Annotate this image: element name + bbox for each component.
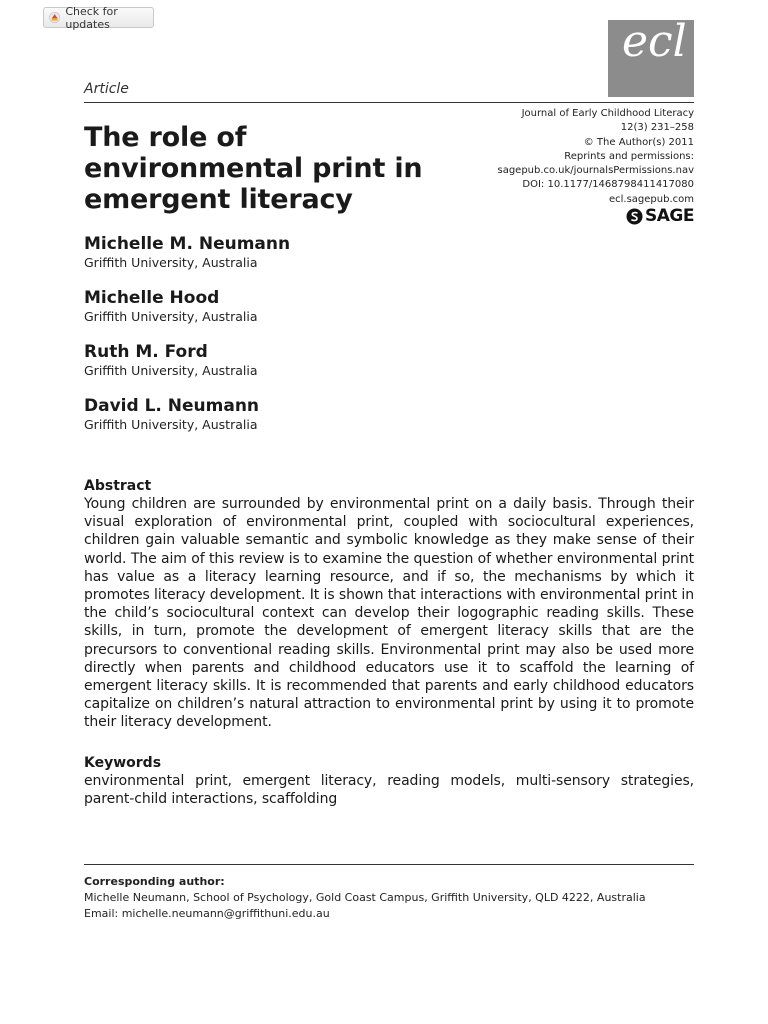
author-affiliation: Griffith University, Australia <box>84 255 258 270</box>
journal-volume: 12(3) 231–258 <box>620 122 694 134</box>
sage-logo-icon <box>626 208 643 225</box>
top-divider <box>84 102 694 103</box>
abstract-heading: Abstract <box>84 478 152 494</box>
corresponding-author <box>84 874 646 922</box>
author-affiliation: Griffith University, Australia <box>84 417 258 432</box>
author-block <box>84 234 290 272</box>
journal-reprints: Reprints and permissions: <box>564 150 694 162</box>
publisher-name: SAGE <box>645 206 694 226</box>
footnote-divider <box>84 864 694 865</box>
journal-name: Journal of Early Childhood Literacy <box>521 108 694 119</box>
journal-logo <box>608 20 694 97</box>
keywords-text: environmental print, emergent literacy, reading models, multi-sensory strategies, parent-child interactions, scaffolding <box>84 773 694 808</box>
abstract-section <box>84 477 694 732</box>
publisher-logo <box>626 206 694 226</box>
keywords-section <box>84 754 694 808</box>
keywords-heading: Keywords <box>84 755 162 771</box>
corresponding-heading: Corresponding author: <box>84 875 225 888</box>
author-affiliation: Griffith University, Australia <box>84 363 258 378</box>
check-for-updates-label: Check for updates <box>65 4 118 31</box>
check-for-updates-button[interactable] <box>43 4 154 31</box>
logo-text: ecl <box>622 20 687 67</box>
check-updates-icon <box>49 11 60 24</box>
author-name: David L. Neumann <box>84 396 260 416</box>
author-name: Michelle Hood <box>84 288 220 308</box>
author-affiliation: Griffith University, Australia <box>84 309 258 324</box>
abstract-text: Young children are surrounded by environmental print on a daily basis. Through their visual exploration of environmental print, coupled with sociocultural experiences, children gain valuable semantic and symbolic knowledge as they make sense of their world. The aim of this review is to examine the question of whether environmental print has value as a literacy learning resource, and if so, the mechanisms by which it promotes literacy development. It is shown that interactions with environmental print in the child’s sociocultural context can develop their logographic reading skills. These skills, in turn, promote the development of emergent literacy skills that are the precursors to conventional reading skills. Environmental print may also be used more directly when parents and childhood educators use it to scaffold the learning of emergent literacy skills. It is recommended that parents and early childhood educators capitalize on children’s natural attraction to environmental print by using it to promote their literacy development. <box>84 496 694 731</box>
author-name: Michelle M. Neumann <box>84 234 291 254</box>
author-block <box>84 342 257 380</box>
author-block <box>84 288 257 326</box>
journal-copyright: © The Author(s) 2011 <box>583 136 694 148</box>
journal-url[interactable]: ecl.sagepub.com <box>608 193 694 205</box>
author-name: Ruth M. Ford <box>84 342 208 362</box>
article-title: The role of environmental print in emergent literacy <box>84 122 423 215</box>
journal-permissions-link[interactable]: sagepub.co.uk/journalsPermissions.nav <box>497 165 694 177</box>
corresponding-address: Michelle Neumann, School of Psychology, Gold Coast Campus, Griffith University, QLD 4222, Australia <box>84 891 646 904</box>
journal-doi[interactable]: DOI: 10.1177/1468798411417080 <box>522 179 694 191</box>
corresponding-email[interactable]: Email: michelle.neumann@griffithuni.edu.au <box>84 907 330 920</box>
journal-info <box>498 107 695 207</box>
article-type: Article <box>84 81 129 97</box>
author-block <box>84 396 259 434</box>
